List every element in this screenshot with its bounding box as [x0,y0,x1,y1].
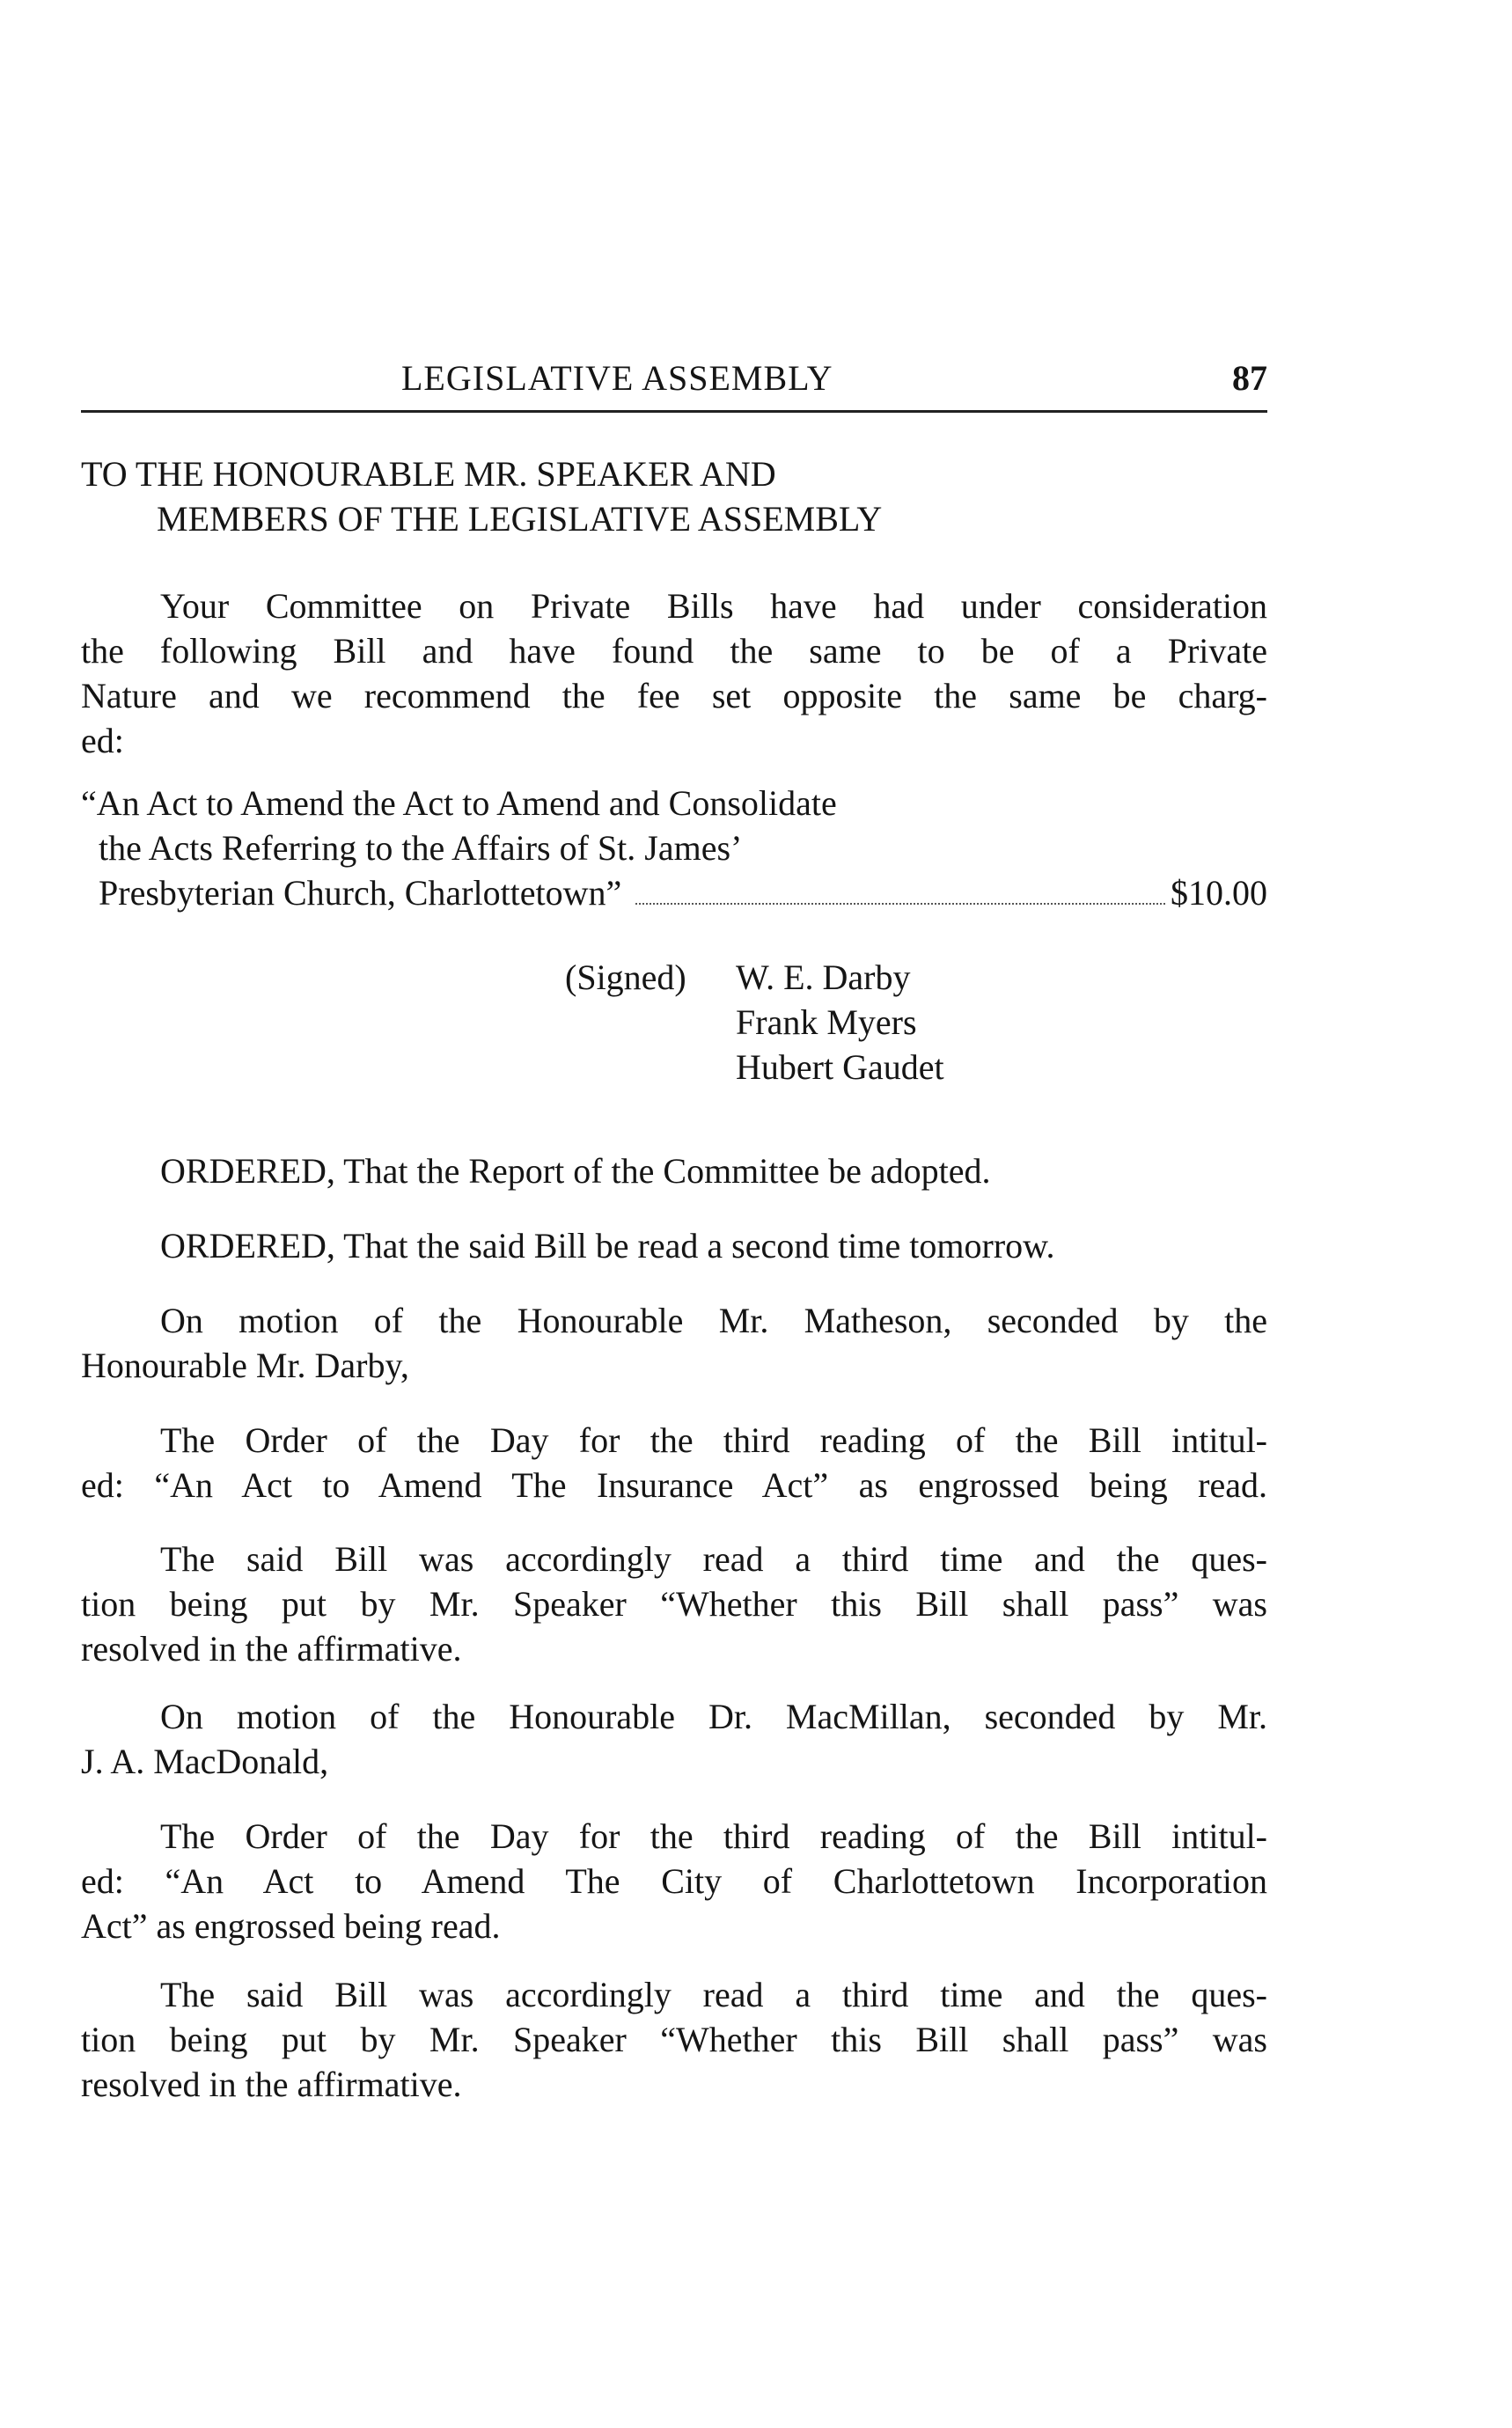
order-2-line-3: Act” as engrossed being read. [81,1906,501,1946]
result-paragraph-1 [81,1537,1267,1671]
result-2-line-2: tion being put by Mr. Speaker “Whether this Bill shall pass” was [81,2020,1267,2059]
signatory-name: Hubert Gaudet [736,1047,944,1087]
page-number: 87 [1232,358,1267,398]
result-1-line-3: resolved in the affirmative. [81,1629,462,1669]
bill-fee-line [81,870,1267,915]
motion-2-line-2: J. A. MacDonald, [81,1742,329,1781]
committee-report-line-1: Your Committee on Private Bills have had under consideration [160,586,1267,626]
signatory-name: Frank Myers [736,1002,917,1042]
order-2-line-2: ed: “An Act to Amend The City of Charlottetown Incorporation [81,1861,1267,1901]
order-1-line-1: The Order of the Day for the third reading of the Bill intitul- [160,1420,1267,1460]
signatory-name: W. E. Darby [736,957,911,997]
result-paragraph-2 [81,1972,1267,2107]
header-title: LEGISLATIVE ASSEMBLY [401,358,833,398]
bill-fee: $10.00 [1171,873,1267,913]
dot-leader [635,903,1165,905]
ordered-report-adopted: ORDERED, That the Report of the Committee be adopted. [160,1151,991,1191]
header-rule [81,410,1267,413]
bill-title-line-1: “An Act to Amend the Act to Amend and Consolidate [81,783,837,823]
motion-1-line-1: On motion of the Honourable Mr. Matheson, seconded by the [160,1301,1267,1340]
order-2-line-1: The Order of the Day for the third reading of the Bill intitul- [160,1816,1267,1856]
result-2-line-1: The said Bill was accordingly read a third time and the ques- [160,1975,1267,2014]
motion-2-line-1: On motion of the Honourable Dr. MacMillan, seconded by Mr. [160,1697,1267,1736]
salutation-line-1: TO THE HONOURABLE MR. SPEAKER AND [81,454,776,494]
result-1-line-1: The said Bill was accordingly read a third time and the ques- [160,1539,1267,1579]
committee-report-line-4: ed: [81,721,124,760]
signed-label: (Signed) [565,957,686,997]
committee-report-line-3: Nature and we recommend the fee set opposite the same be charg- [81,676,1267,715]
running-header [81,348,1267,410]
salutation-line-2: MEMBERS OF THE LEGISLATIVE ASSEMBLY [157,499,883,539]
committee-report-line-2: the following Bill and have found the same to be of a Private [81,631,1267,671]
bill-title-line-3: Presbyterian Church, Charlottetown” [99,873,622,913]
bill-title-line-2: the Acts Referring to the Affairs of St. James’ [99,828,743,868]
committee-report-paragraph [81,583,1267,763]
motion-paragraph-1 [81,1298,1267,1388]
result-2-line-3: resolved in the affirmative. [81,2065,462,2104]
salutation [81,451,1267,541]
order-1-line-2: ed: “An Act to Amend The Insurance Act” as engrossed being read. [81,1465,1267,1505]
order-of-day-paragraph-1 [81,1418,1267,1507]
motion-paragraph-2 [81,1694,1267,1784]
signature-block [565,955,1181,1089]
order-of-day-paragraph-2 [81,1814,1267,1948]
document-page [81,0,1267,2428]
motion-1-line-2: Honourable Mr. Darby, [81,1346,409,1385]
result-1-line-2: tion being put by Mr. Speaker “Whether this Bill shall pass” was [81,1584,1267,1624]
ordered-second-reading: ORDERED, That the said Bill be read a second time tomorrow. [160,1226,1055,1265]
bill-title [81,781,1267,915]
